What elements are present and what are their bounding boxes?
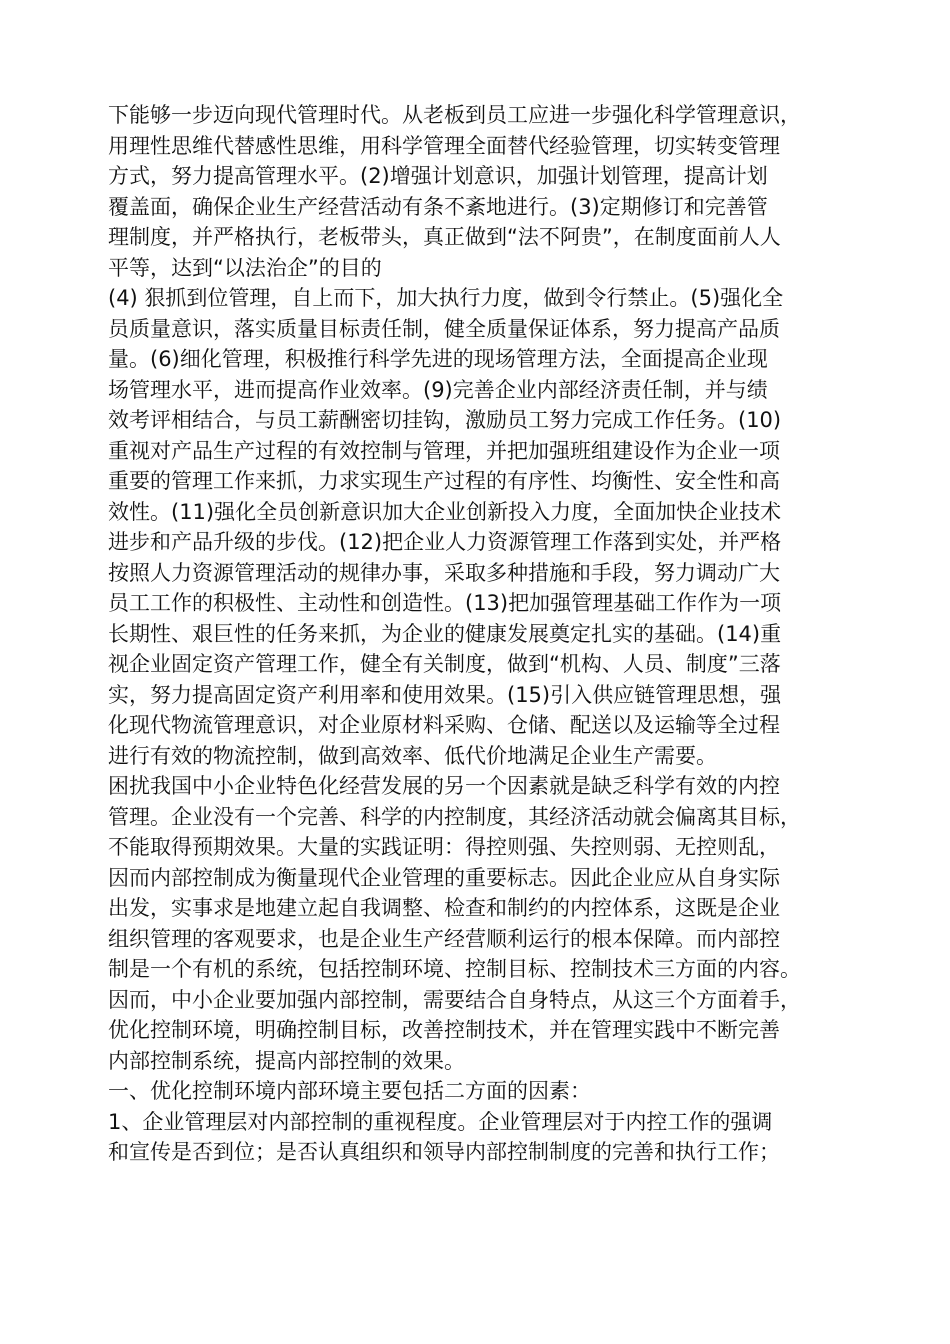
text-line: 重视对产品生产过程的有效控制与管理，并把加强班组建设作为企业一项 [108,438,780,463]
text-line: 员质量意识，落实质量目标责任制，健全质量保证体系，努力提高产品质 [108,316,780,341]
text-line: 平等，达到“以法治企”的目的 [108,255,382,280]
text-line: 内部控制系统，提高内部控制的效果。 [108,1048,465,1073]
text-line: (4) 狠抓到位管理，自上而下，加大执行力度，做到令行禁止。(5)强化全 [108,286,784,310]
text-line: 组织管理的客观要求，也是企业生产经营顺利运行的根本保障。而内部控 [108,926,780,951]
text-line: 1、企业管理层对内部控制的重视程度。企业管理层对于内控工作的强调 [108,1109,773,1134]
text-line: 出发，实事求是地建立起自我调整、检查和制约的内控体系，这既是企业 [108,896,780,920]
text-line: 员工工作的积极性、主动性和创造性。(13)把加强管理基础工作作为一项 [108,591,782,615]
text-line: 长期性、艰巨性的任务来抓，为企业的健康发展奠定扎实的基础。(14)重 [108,621,782,646]
text-line: 一、优化控制环境内部环境主要包括二方面的因素： [108,1079,591,1103]
text-line: 重要的管理工作来抓，力求实现生产过程的有序性、均衡性、安全性和高 [108,469,780,493]
body-text [108,100,868,1168]
text-line: 因而，中小企业要加强内部控制，需要结合自身特点，从这三个方面着手， [108,987,801,1012]
text-line: 不能取得预期效果。大量的实践证明：得控则强、失控则弱、无控则乱， [108,835,780,859]
text-line: 化现代物流管理意识，对企业原材料采购、仓储、配送以及运输等全过程 [108,713,780,737]
text-line: 因而内部控制成为衡量现代企业管理的重要标志。因此企业应从自身实际 [108,865,780,890]
text-line: 进步和产品升级的步伐。(12)把企业人力资源管理工作落到实处，并严格 [108,530,782,554]
text-line: 方式，努力提高管理水平。(2)增强计划意识，加强计划管理，提高计划 [108,164,768,188]
text-line: 困扰我国中小企业特色化经营发展的另一个因素就是缺乏科学有效的内控 [108,774,780,798]
text-line: 进行有效的物流控制，做到高效率、低代价地满足企业生产需要。 [108,743,717,768]
text-line: 视企业固定资产管理工作，健全有关制度，做到“机构、人员、制度”三落 [108,652,781,676]
text-line: 按照人力资源管理活动的规律办事，采取多种措施和手段，努力调动广大 [108,560,780,585]
text-line: 优化控制环境，明确控制目标，改善控制技术，并在管理实践中不断完善 [108,1018,780,1042]
text-line: 效性。(11)强化全员创新意识加大企业创新投入力度，全面加快企业技术 [108,499,782,524]
text-line: 制是一个有机的系统，包括控制环境、控制目标、控制技术三方面的内容。 [108,957,801,981]
text-line: 理制度，并严格执行，老板带头，真正做到“法不阿贵”，在制度面前人人 [108,225,781,249]
text-line: 用理性思维代替感性思维，用科学管理全面替代经验管理，切实转变管理 [108,133,780,158]
text-line: 管理。企业没有一个完善、科学的内控制度，其经济活动就会偏离其目标， [108,804,801,829]
text-line: 场管理水平，进而提高作业效率。(9)完善企业内部经济责任制，并与绩 [108,377,768,402]
text-line: 覆盖面，确保企业生产经营活动有条不紊地进行。(3)定期修订和完善管 [108,194,768,219]
text-line: 实，努力提高固定资产利用率和使用效果。(15)引入供应链管理思想，强 [108,682,782,707]
text-line: 和宣传是否到位；是否认真组织和领导内部控制制度的完善和执行工作； [108,1140,780,1164]
text-line: 效考评相结合，与员工薪酬密切挂钩，激励员工努力完成工作任务。(10) [108,408,782,432]
text-line: 下能够一步迈向现代管理时代。从老板到员工应进一步强化科学管理意识， [108,103,801,127]
text-line: 量。(6)细化管理，积极推行科学先进的现场管理方法，全面提高企业现 [108,347,768,371]
